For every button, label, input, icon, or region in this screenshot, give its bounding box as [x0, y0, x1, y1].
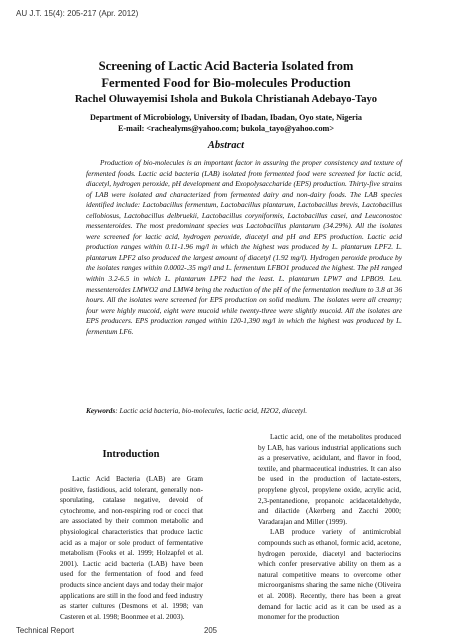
affiliation: Department of Microbiology, University of Ibadan, Ibadan, Oyo state, Nigeria — [89, 113, 363, 122]
abstract-text: Production of bio-molecules is an important factor in assuring the proper consistency and texture of fermented foods. Lactic acid bacteria (LAB) isolated from fermented food were screened for lactic acid, diacetyl, hydrogen peroxide, pH development and Exopolysaccharide (EPS) production. Thirty-five strains of LAB were isolated and characterized from fermented dairy and non-dairy foods. The LAB species identified include: Lactobacillus fermentum, Lactobacillus plantarum, Lactobacillus brevis, Lactobacillus cellobiosus, Lactobacillus delbruekii, Lactobacillus coryniformis, Lactobacillus casei, and Leuconostoc messenteroides. The most predominant species was Lactobacillus plantarum (34.29%). All the isolates were screened for lactic acid, hydrogen peroxide, diacetyl and pH and EPS production. Lactic acid production ranges within 0.11-1.96 mg/l in which the highest was produced by L. plantarum LPF2. L. plantarum LPF2 also produced the largest amount of diacetyl (1.92 mg/l). Hydrogen peroxide produce by the isolates ranges within 0.0002-.35 mg/l and L. fermentum LFBO1 produced the highest. The pH ranged within 3.2-6.5 in which L. plantarum LPF2 had the least. L. plantarum LPW7 and LPBO9. Leu. messenteroides LMWO2 and LMW4 bring the reduction of the pH of the fermentation medium to 3.8 at 36 hours. All the isolates were screened for EPS production on solid medium. The isolates were all creamy; four were highly mucoid, eight were mucoid while twenty-three were slightly mucoid. All the isolates are EPS producers. EPS production ranged within 120-1,390 mg/l in which the highest was produced by L. fermentum LF6. — [86, 158, 402, 336]
keywords-text: : Lactic acid bacteria, bio-molecules, lactic acid, H2O2, diacetyl. — [115, 406, 308, 415]
authors: Rachel Oluwayemisi Ishola and Bukola Christianah Adebayo-Tayo — [74, 94, 378, 105]
keywords-label: Keywords — [86, 406, 116, 415]
right-column — [258, 432, 401, 623]
abstract-heading: Abstract — [207, 140, 245, 151]
email: E-mail: <rachealyms@yahoo.com; bukola_tayo@yahoo.com> — [117, 123, 335, 133]
paper-title — [30, 58, 422, 92]
keywords — [86, 406, 402, 415]
introduction-heading: Introduction — [102, 449, 160, 460]
title-line-1: Screening of Lactic Acid Bacteria Isolated from — [98, 59, 354, 73]
affiliation-block — [20, 113, 432, 134]
footer-label: Technical Report — [16, 626, 75, 635]
title-line-2: Fermented Food for Bio-molecules Production — [101, 76, 351, 90]
intro-paragraph-3: LAB produce variety of antimicrobial compounds such as ethanol, formic acid, acetone, hydrogen peroxide, diacetyl and bacteriocins which confer preservative ability on them as a natural competitive means to overcome other microorganisms sharing the same niche (Oliveira et al. 2008). Recently, there has been a great demand for lactic acid as it can be used as a monomer for the production — [258, 528, 401, 622]
left-column — [60, 474, 203, 622]
intro-paragraph-2: Lactic acid, one of the metabolites produced by LAB, has various industrial applications such as a preservative, acidulant, and flavor in food, textile, and pharmaceutical industries. It can also be used in the production of lactate-esters, propylene glycol, propylene oxide, acrylic acid, 2,3-pentanedione, propanoic acidacetaldehyde, and dilactide (Åkerberg and Zacchi 2000; Varadarajan and Miller (1999). — [258, 433, 401, 526]
page-number: 205 — [204, 626, 218, 635]
intro-paragraph-1: Lactic Acid Bacteria (LAB) are Gram positive, fastidious, acid tolerant, generally non-sporulating, catalase negative, devoid of cytochrome, and non-respiring rod or cocci that are associated by their common metabolic and physiological characteristics that produce lactic acid as a major or sole product of fermentative metabolism (Fooks et al. 1999; Holzapfel et al. 2001). Lactic acid bacteria (LAB) have been used for the fermentation of food and feed products since ancient days and today their major applications are still in the food and feed industry as starter cultures (Desmons et al. 1998; van Casteren et al. 1998; Boonmee et al. 2003). — [60, 475, 203, 621]
journal-reference: AU J.T. 15(4): 205-217 (Apr. 2012) — [16, 9, 139, 18]
